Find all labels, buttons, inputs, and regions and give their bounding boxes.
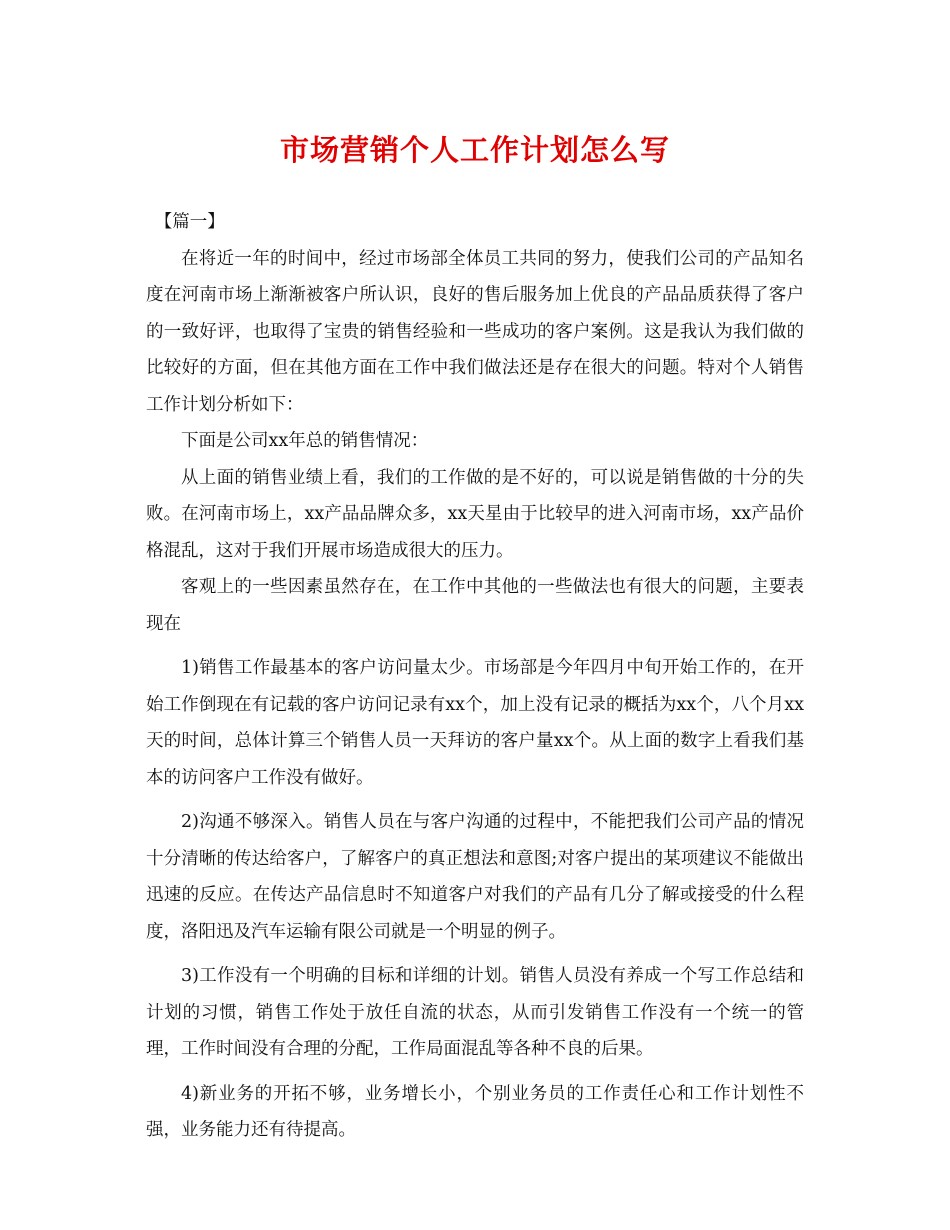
section-label: 【篇一】: [154, 212, 225, 232]
paragraph-problem-2: 2)沟通不够深入。销售人员在与客户沟通的过程中，不能把我们公司产品的情况十分清晰的传达给客户，了解客户的真正想法和意图;对客户提出的某项建议不能做出迅速的反应。在传达产品信息时不知道客户对我们的产品有几分了解或接受的什么程度，洛阳迅及汽车运输有限公司就是一个明显的例子。: [146, 812, 804, 942]
document-body: [146, 204, 804, 1149]
paragraph-sales-summary: 下面是公司xx年总的销售情况：: [181, 431, 429, 451]
paragraph-sales-analysis: 从上面的销售业绩上看，我们的工作做的是不好的，可以说是销售做的十分的失败。在河南市场上，xx产品品牌众多，xx天星由于比较早的进入河南市场，xx产品价格混乱，这对于我们开展市场造成很大的压力。: [146, 467, 804, 561]
paragraph-problem-3: 3)工作没有一个明确的目标和详细的计划。销售人员没有养成一个写工作总结和计划的习惯，销售工作处于放任自流的状态，从而引发销售工作没有一个统一的管理，工作时间没有合理的分配，工作局面混乱等各种不良的后果。: [146, 966, 804, 1059]
paragraph-problems-intro: 客观上的一些因素虽然存在，在工作中其他的一些做法也有很大的问题，主要表现在: [146, 577, 804, 634]
paragraph-problem-1: 1)销售工作最基本的客户访问量太少。市场部是今年四月中旬开始工作的，在开始工作倒现在有记载的客户访问记录有xx个，加上没有记录的概括为xx个，八个月xx天的时间，总体计算三个销售人员一天拜访的客户量xx个。从上面的数字上看我们基本的访问客户工作没有做好。: [146, 658, 804, 788]
paragraph-problem-4: 4)新业务的开拓不够，业务增长小，个别业务员的工作责任心和工作计划性不强，业务能力还有待提高。: [146, 1083, 804, 1140]
paragraph-intro: 在将近一年的时间中，经过市场部全体员工共同的努力，使我们公司的产品知名度在河南市场上渐渐被客户所认识，良好的售后服务加上优良的产品品质获得了客户的一致好评，也取得了宝贵的销售经验和一些成功的客户案例。这是我认为我们做的比较好的方面，但在其他方面在工作中我们做法还是存在很大的问题。特对个人销售工作计划分析如下：: [146, 248, 804, 415]
document-title: 市场营销个人工作计划怎么写: [279, 133, 670, 167]
